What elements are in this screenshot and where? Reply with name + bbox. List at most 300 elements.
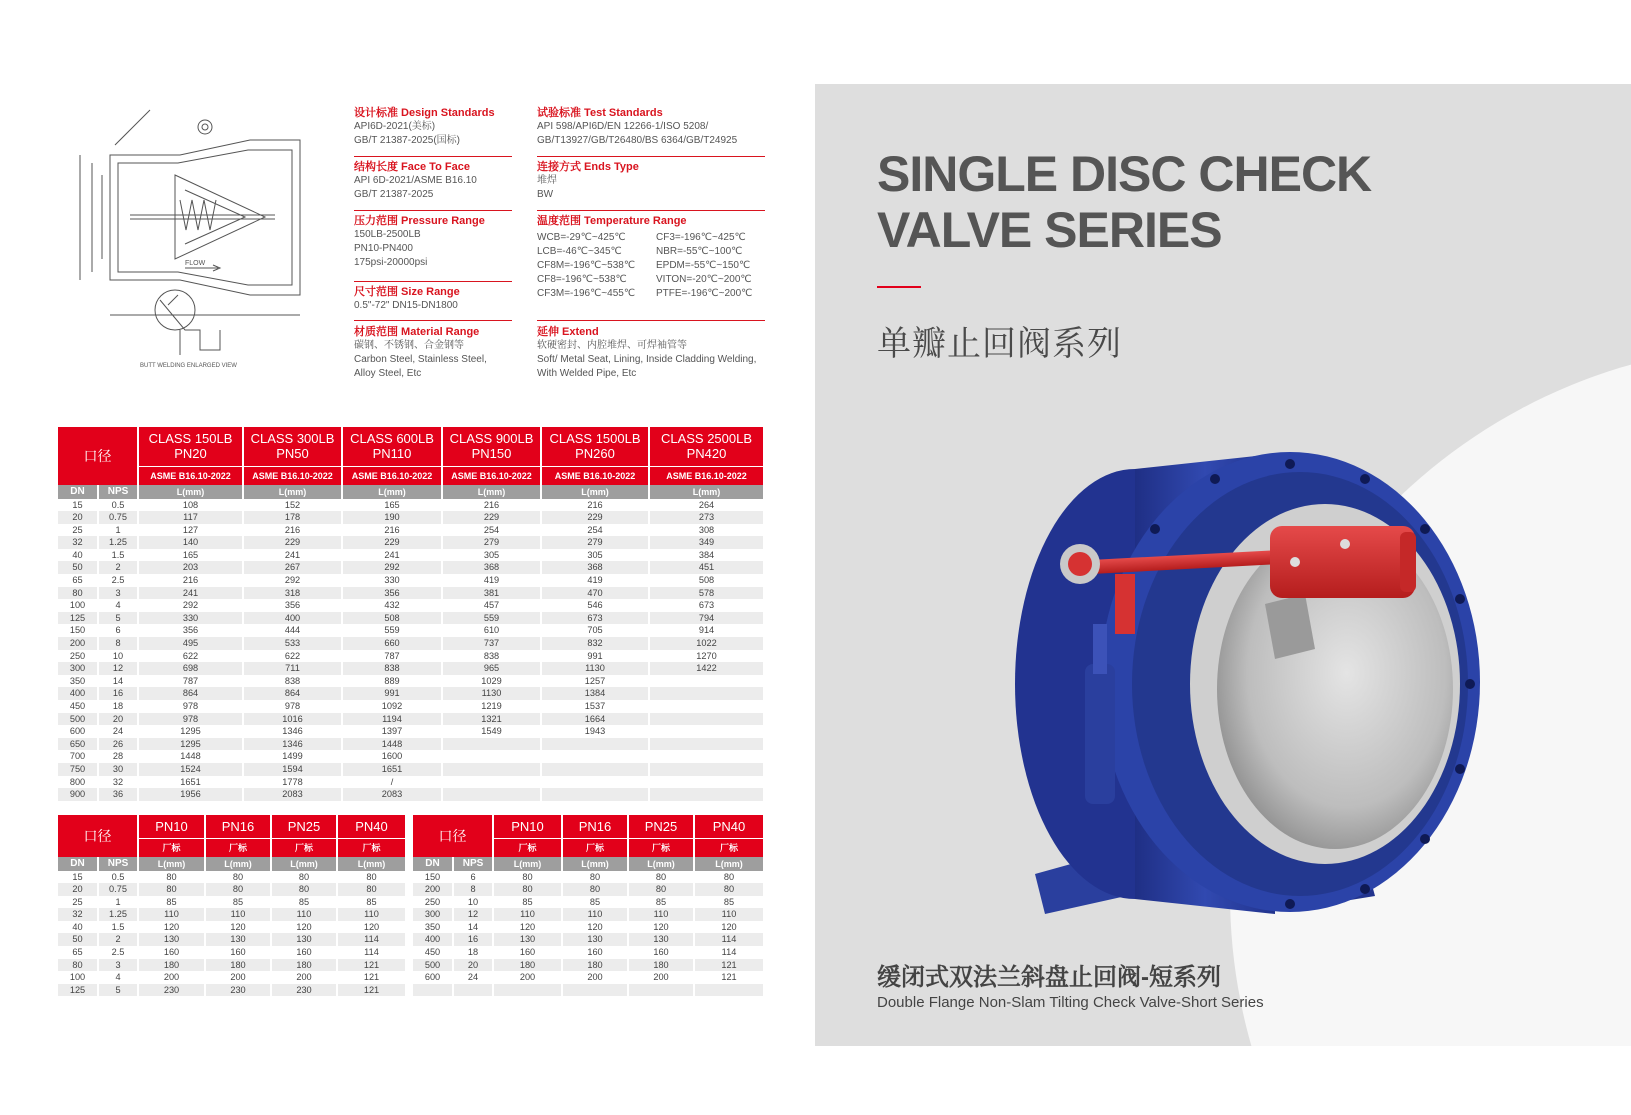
length-cell: 121 bbox=[337, 971, 406, 984]
spec-line: EPDM=-55℃~150℃ bbox=[656, 260, 751, 271]
length-cell: 1600 bbox=[342, 750, 442, 763]
table-row bbox=[58, 871, 406, 884]
length-header: L(mm) bbox=[649, 485, 764, 499]
dn-cell: 250 bbox=[413, 896, 453, 909]
hero-panel bbox=[815, 84, 1631, 1046]
length-cell bbox=[562, 984, 628, 997]
length-cell: 80 bbox=[628, 871, 694, 884]
length-cell: 203 bbox=[138, 561, 243, 574]
length-cell: 508 bbox=[649, 574, 764, 587]
dn-cell: 400 bbox=[413, 933, 453, 946]
dn-header: DN bbox=[58, 857, 98, 871]
spec-line: Soft/ Metal Seat, Lining, Inside Cladding Welding, bbox=[537, 354, 757, 365]
length-cell: 85 bbox=[205, 896, 271, 909]
spec-line: API6D-2021(美标) bbox=[354, 121, 436, 132]
drawing-caption: BUTT WELDING ENLARGED VIEW bbox=[140, 363, 237, 369]
dn-cell: 750 bbox=[58, 763, 98, 776]
length-cell: 965 bbox=[442, 662, 541, 675]
length-cell: 1664 bbox=[541, 713, 649, 726]
table-row bbox=[413, 933, 764, 946]
table-row bbox=[58, 612, 764, 625]
length-cell: 229 bbox=[541, 511, 649, 524]
nps-cell: 12 bbox=[98, 662, 138, 675]
standard-header: 厂标 bbox=[493, 838, 562, 857]
length-header: L(mm) bbox=[342, 485, 442, 499]
length-cell: 864 bbox=[243, 687, 342, 700]
length-header: L(mm) bbox=[442, 485, 541, 499]
nps-cell: 4 bbox=[98, 599, 138, 612]
nps-cell: 12 bbox=[453, 908, 493, 921]
nps-cell: 36 bbox=[98, 788, 138, 801]
length-cell: 160 bbox=[138, 946, 205, 959]
standard-header: 厂标 bbox=[138, 838, 205, 857]
table-row bbox=[58, 738, 764, 751]
length-cell: 546 bbox=[541, 599, 649, 612]
nps-header: NPS bbox=[453, 857, 493, 871]
dn-cell: 32 bbox=[58, 536, 98, 549]
length-header: L(mm) bbox=[541, 485, 649, 499]
length-cell: 200 bbox=[271, 971, 337, 984]
nps-cell: 20 bbox=[98, 713, 138, 726]
pn-header: PN10 bbox=[138, 815, 205, 838]
length-cell: 80 bbox=[562, 871, 628, 884]
dn-cell: 40 bbox=[58, 549, 98, 562]
divider bbox=[537, 210, 765, 211]
length-cell: 794 bbox=[649, 612, 764, 625]
spec-title: 结构长度 Face To Face bbox=[354, 161, 470, 173]
length-cell: 216 bbox=[342, 524, 442, 537]
length-cell: 229 bbox=[342, 536, 442, 549]
spec-line: GB/T 21387-2025 bbox=[354, 189, 434, 200]
length-cell bbox=[541, 776, 649, 789]
length-cell: 673 bbox=[649, 599, 764, 612]
length-cell: 120 bbox=[628, 921, 694, 934]
length-cell: 80 bbox=[271, 871, 337, 884]
dn-cell: 100 bbox=[58, 599, 98, 612]
length-cell: 419 bbox=[541, 574, 649, 587]
length-cell: 444 bbox=[243, 624, 342, 637]
length-cell: 368 bbox=[541, 561, 649, 574]
dn-cell: 25 bbox=[58, 524, 98, 537]
dn-cell: 150 bbox=[413, 871, 453, 884]
length-cell: 1194 bbox=[342, 713, 442, 726]
spec-line: 堆焊 bbox=[537, 175, 557, 186]
dn-cell: 650 bbox=[58, 738, 98, 751]
nps-cell: 4 bbox=[98, 971, 138, 984]
length-header: L(mm) bbox=[271, 857, 337, 871]
divider bbox=[537, 156, 765, 157]
length-cell: 229 bbox=[243, 536, 342, 549]
standard-header: ASME B16.10-2022 bbox=[243, 466, 342, 485]
standard-header: ASME B16.10-2022 bbox=[541, 466, 649, 485]
length-cell: 229 bbox=[442, 511, 541, 524]
table-row bbox=[58, 574, 764, 587]
length-cell: 140 bbox=[138, 536, 243, 549]
length-cell: 178 bbox=[243, 511, 342, 524]
standard-header: ASME B16.10-2022 bbox=[138, 466, 243, 485]
dn-cell: 300 bbox=[413, 908, 453, 921]
dn-cell: 20 bbox=[58, 511, 98, 524]
length-cell: 1422 bbox=[649, 662, 764, 675]
length-cell: 838 bbox=[342, 662, 442, 675]
nps-cell: 28 bbox=[98, 750, 138, 763]
nps-cell: 2 bbox=[98, 561, 138, 574]
length-cell: 114 bbox=[337, 946, 406, 959]
length-cell: 978 bbox=[138, 713, 243, 726]
table-row bbox=[58, 511, 764, 524]
nps-cell: 8 bbox=[453, 883, 493, 896]
length-cell: 230 bbox=[138, 984, 205, 997]
dn-cell: 65 bbox=[58, 574, 98, 587]
length-cell: 85 bbox=[271, 896, 337, 909]
length-cell bbox=[442, 788, 541, 801]
table-row bbox=[58, 587, 764, 600]
length-cell: 121 bbox=[694, 959, 764, 972]
nps-cell: 18 bbox=[453, 946, 493, 959]
dn-cell: 20 bbox=[58, 883, 98, 896]
table-row bbox=[58, 750, 764, 763]
spec-line: PTFE=-196℃~200℃ bbox=[656, 288, 753, 299]
length-cell: 356 bbox=[138, 624, 243, 637]
length-cell: 838 bbox=[442, 650, 541, 663]
length-cell: 200 bbox=[138, 971, 205, 984]
table-row bbox=[58, 946, 406, 959]
length-cell: 85 bbox=[337, 896, 406, 909]
length-cell: 1549 bbox=[442, 725, 541, 738]
table-row bbox=[413, 971, 764, 984]
dn-cell: 25 bbox=[58, 896, 98, 909]
length-cell: 127 bbox=[138, 524, 243, 537]
nps-cell: 16 bbox=[453, 933, 493, 946]
pn-header: PN25 bbox=[271, 815, 337, 838]
length-cell: 120 bbox=[138, 921, 205, 934]
nps-cell: 18 bbox=[98, 700, 138, 713]
length-cell: 1270 bbox=[649, 650, 764, 663]
length-header: L(mm) bbox=[562, 857, 628, 871]
table-row bbox=[58, 675, 764, 688]
length-cell: 114 bbox=[694, 933, 764, 946]
length-cell: 180 bbox=[562, 959, 628, 972]
length-cell: 451 bbox=[649, 561, 764, 574]
length-cell: 698 bbox=[138, 662, 243, 675]
length-cell bbox=[649, 687, 764, 700]
length-cell: 216 bbox=[541, 499, 649, 512]
nps-cell: 2 bbox=[98, 933, 138, 946]
table-row bbox=[58, 662, 764, 675]
length-cell: 559 bbox=[342, 624, 442, 637]
length-cell: 80 bbox=[138, 871, 205, 884]
length-cell: 130 bbox=[628, 933, 694, 946]
length-cell: 80 bbox=[628, 883, 694, 896]
table-row bbox=[413, 896, 764, 909]
table-row bbox=[58, 713, 764, 726]
nps-cell: 14 bbox=[98, 675, 138, 688]
table-row bbox=[58, 933, 406, 946]
standard-header: ASME B16.10-2022 bbox=[649, 466, 764, 485]
spec-line: 175psi-20000psi bbox=[354, 257, 428, 268]
length-header: L(mm) bbox=[138, 485, 243, 499]
pn-header: PN25 bbox=[628, 815, 694, 838]
length-cell: 1295 bbox=[138, 725, 243, 738]
length-cell: 200 bbox=[205, 971, 271, 984]
length-cell: 85 bbox=[694, 896, 764, 909]
nps-cell: 1 bbox=[98, 896, 138, 909]
table-row bbox=[413, 921, 764, 934]
length-cell: 180 bbox=[271, 959, 337, 972]
length-cell: 978 bbox=[243, 700, 342, 713]
nps-cell: 0.75 bbox=[98, 511, 138, 524]
length-cell: 1537 bbox=[541, 700, 649, 713]
spec-title: 温度范围 Temperature Range bbox=[537, 215, 687, 227]
length-cell: 1499 bbox=[243, 750, 342, 763]
dn-cell: 65 bbox=[58, 946, 98, 959]
spec-temperature-range bbox=[537, 214, 767, 299]
nps-header: NPS bbox=[98, 857, 138, 871]
dn-cell: 50 bbox=[58, 561, 98, 574]
dn-cell: 200 bbox=[413, 883, 453, 896]
length-cell: 622 bbox=[138, 650, 243, 663]
length-cell: 130 bbox=[271, 933, 337, 946]
dn-cell: 600 bbox=[413, 971, 453, 984]
class-header: CLASS 300LB PN50 bbox=[243, 427, 342, 466]
nps-cell: 2.5 bbox=[98, 574, 138, 587]
length-cell: 230 bbox=[205, 984, 271, 997]
nps-cell bbox=[453, 984, 493, 997]
nps-cell: 10 bbox=[98, 650, 138, 663]
length-cell: 787 bbox=[138, 675, 243, 688]
flow-label: FLOW bbox=[185, 260, 206, 267]
length-cell: 1448 bbox=[342, 738, 442, 751]
valve-product-image bbox=[1005, 434, 1545, 914]
length-cell: 1524 bbox=[138, 763, 243, 776]
pn-header: PN40 bbox=[337, 815, 406, 838]
length-cell: 292 bbox=[342, 561, 442, 574]
spec-line: Carbon Steel, Stainless Steel, bbox=[354, 354, 487, 365]
length-cell: 457 bbox=[442, 599, 541, 612]
table-row bbox=[58, 524, 764, 537]
divider bbox=[354, 210, 512, 211]
spec-line: 0.5"-72" DN15-DN1800 bbox=[354, 300, 458, 311]
nps-cell: 20 bbox=[453, 959, 493, 972]
length-cell bbox=[541, 763, 649, 776]
length-cell: 349 bbox=[649, 536, 764, 549]
length-cell: 130 bbox=[562, 933, 628, 946]
length-cell: 80 bbox=[493, 883, 562, 896]
diameter-header: 口径 bbox=[58, 427, 138, 485]
table-row bbox=[58, 599, 764, 612]
nps-cell: 2.5 bbox=[98, 946, 138, 959]
length-cell: 130 bbox=[205, 933, 271, 946]
length-cell: 470 bbox=[541, 587, 649, 600]
dn-cell: 250 bbox=[58, 650, 98, 663]
length-cell: 110 bbox=[271, 908, 337, 921]
nps-cell: 6 bbox=[453, 871, 493, 884]
length-cell: 1651 bbox=[342, 763, 442, 776]
standard-header: 厂标 bbox=[271, 838, 337, 857]
table-row bbox=[413, 946, 764, 959]
spec-title: 连接方式 Ends Type bbox=[537, 161, 639, 173]
pn-header: PN16 bbox=[205, 815, 271, 838]
length-cell: 787 bbox=[342, 650, 442, 663]
spec-line: CF8=-196℃~538℃ bbox=[537, 274, 627, 285]
title-accent-rule bbox=[877, 286, 921, 288]
length-header: L(mm) bbox=[205, 857, 271, 871]
pn-header: PN10 bbox=[493, 815, 562, 838]
length-cell: 1022 bbox=[649, 637, 764, 650]
table-row bbox=[413, 883, 764, 896]
length-header: L(mm) bbox=[138, 857, 205, 871]
class-header: CLASS 2500LB PN420 bbox=[649, 427, 764, 466]
length-cell: 110 bbox=[562, 908, 628, 921]
spec-title: 材质范围 Material Range bbox=[354, 326, 480, 338]
class-header: CLASS 150LB PN20 bbox=[138, 427, 243, 466]
length-cell: 216 bbox=[442, 499, 541, 512]
nps-cell: 5 bbox=[98, 612, 138, 625]
length-cell: 130 bbox=[493, 933, 562, 946]
spec-title: 试验标准 Test Standards bbox=[537, 107, 663, 119]
spec-line: API 598/API6D/EN 12266-1/ISO 5208/ bbox=[537, 121, 709, 132]
standard-header: ASME B16.10-2022 bbox=[442, 466, 541, 485]
length-cell: 85 bbox=[138, 896, 205, 909]
spec-ends-type bbox=[537, 160, 695, 202]
dn-cell: 100 bbox=[58, 971, 98, 984]
diameter-header: 口径 bbox=[413, 815, 493, 857]
spec-line: 软硬密封、内腔堆焊、可焊袖管等 bbox=[537, 340, 687, 351]
length-cell: 110 bbox=[205, 908, 271, 921]
spec-face-to-face bbox=[354, 160, 512, 202]
length-cell bbox=[541, 738, 649, 751]
table-row bbox=[58, 788, 764, 801]
series-title-cn: 单瓣止回阀系列 bbox=[877, 325, 1122, 363]
length-cell: 292 bbox=[243, 574, 342, 587]
length-cell: 241 bbox=[342, 549, 442, 562]
dn-cell bbox=[413, 984, 453, 997]
length-header: L(mm) bbox=[337, 857, 406, 871]
nps-cell: 8 bbox=[98, 637, 138, 650]
standard-header: 厂标 bbox=[694, 838, 764, 857]
length-cell: 533 bbox=[243, 637, 342, 650]
length-cell: 254 bbox=[541, 524, 649, 537]
dn-cell: 50 bbox=[58, 933, 98, 946]
length-cell: 1219 bbox=[442, 700, 541, 713]
nps-cell: 14 bbox=[453, 921, 493, 934]
length-cell: 110 bbox=[138, 908, 205, 921]
length-cell: 305 bbox=[442, 549, 541, 562]
length-cell bbox=[649, 700, 764, 713]
length-cell: 110 bbox=[694, 908, 764, 921]
nps-cell: 1.5 bbox=[98, 549, 138, 562]
length-cell: 180 bbox=[138, 959, 205, 972]
length-cell: 216 bbox=[138, 574, 243, 587]
product-name-en: Double Flange Non-Slam Tilting Check Valve-Short Series bbox=[877, 994, 1264, 1011]
table-row bbox=[58, 908, 406, 921]
length-cell: 673 bbox=[541, 612, 649, 625]
divider bbox=[354, 320, 512, 321]
length-cell bbox=[442, 750, 541, 763]
length-cell bbox=[694, 984, 764, 997]
length-cell: 190 bbox=[342, 511, 442, 524]
nps-cell: 16 bbox=[98, 687, 138, 700]
table-row bbox=[58, 549, 764, 562]
length-cell: 264 bbox=[649, 499, 764, 512]
table-row bbox=[58, 687, 764, 700]
spec-line: CF3=-196℃~425℃ bbox=[656, 232, 746, 243]
length-cell: 1092 bbox=[342, 700, 442, 713]
spec-pressure-range bbox=[354, 214, 512, 270]
length-cell: 368 bbox=[442, 561, 541, 574]
spec-line: API 6D-2021/ASME B16.10 bbox=[354, 175, 477, 186]
spec-design-standards bbox=[354, 106, 512, 148]
length-cell: 80 bbox=[205, 883, 271, 896]
nps-cell: 6 bbox=[98, 624, 138, 637]
length-cell: 1956 bbox=[138, 788, 243, 801]
length-cell: 2083 bbox=[243, 788, 342, 801]
dn-cell: 150 bbox=[58, 624, 98, 637]
length-cell: 110 bbox=[493, 908, 562, 921]
length-cell: 117 bbox=[138, 511, 243, 524]
nps-cell: 32 bbox=[98, 776, 138, 789]
table-row bbox=[413, 984, 764, 997]
length-cell: 660 bbox=[342, 637, 442, 650]
nps-header: NPS bbox=[98, 485, 138, 499]
spec-line: WCB=-29℃~425℃ bbox=[537, 232, 626, 243]
length-cell: 85 bbox=[628, 896, 694, 909]
nps-cell: 0.5 bbox=[98, 871, 138, 884]
length-cell: 400 bbox=[243, 612, 342, 625]
standard-header: 厂标 bbox=[562, 838, 628, 857]
length-cell: 80 bbox=[562, 883, 628, 896]
dn-cell: 125 bbox=[58, 612, 98, 625]
dn-cell: 15 bbox=[58, 871, 98, 884]
dn-cell: 80 bbox=[58, 587, 98, 600]
length-cell: 80 bbox=[337, 883, 406, 896]
table-row bbox=[58, 700, 764, 713]
dn-cell: 40 bbox=[58, 921, 98, 934]
nps-cell: 24 bbox=[98, 725, 138, 738]
length-cell: 279 bbox=[442, 536, 541, 549]
length-cell: 1257 bbox=[541, 675, 649, 688]
table-row bbox=[58, 883, 406, 896]
class-header: CLASS 600LB PN110 bbox=[342, 427, 442, 466]
divider bbox=[537, 320, 765, 321]
length-cell: 1778 bbox=[243, 776, 342, 789]
length-cell bbox=[649, 788, 764, 801]
length-cell bbox=[442, 738, 541, 751]
length-cell: 85 bbox=[562, 896, 628, 909]
dn-cell: 450 bbox=[58, 700, 98, 713]
length-header: L(mm) bbox=[493, 857, 562, 871]
nps-cell: 1.25 bbox=[98, 908, 138, 921]
length-cell: 1384 bbox=[541, 687, 649, 700]
length-cell: 1130 bbox=[442, 687, 541, 700]
length-cell: 200 bbox=[493, 971, 562, 984]
length-cell: 216 bbox=[243, 524, 342, 537]
length-cell: 120 bbox=[493, 921, 562, 934]
pn-dimension-table-small bbox=[58, 815, 407, 996]
length-cell: 305 bbox=[541, 549, 649, 562]
spec-line: 碳钢、不锈钢、合金钢等 bbox=[354, 340, 464, 351]
dn-cell: 450 bbox=[413, 946, 453, 959]
length-cell: 110 bbox=[628, 908, 694, 921]
length-cell: 230 bbox=[271, 984, 337, 997]
length-cell: 318 bbox=[243, 587, 342, 600]
length-cell: 384 bbox=[649, 549, 764, 562]
length-cell: 80 bbox=[694, 871, 764, 884]
spec-line: CF3M=-196℃~455℃ bbox=[537, 288, 636, 299]
spec-line: VITON=-20℃~200℃ bbox=[656, 274, 752, 285]
temperature-col-2 bbox=[656, 231, 752, 301]
length-cell: 160 bbox=[562, 946, 628, 959]
